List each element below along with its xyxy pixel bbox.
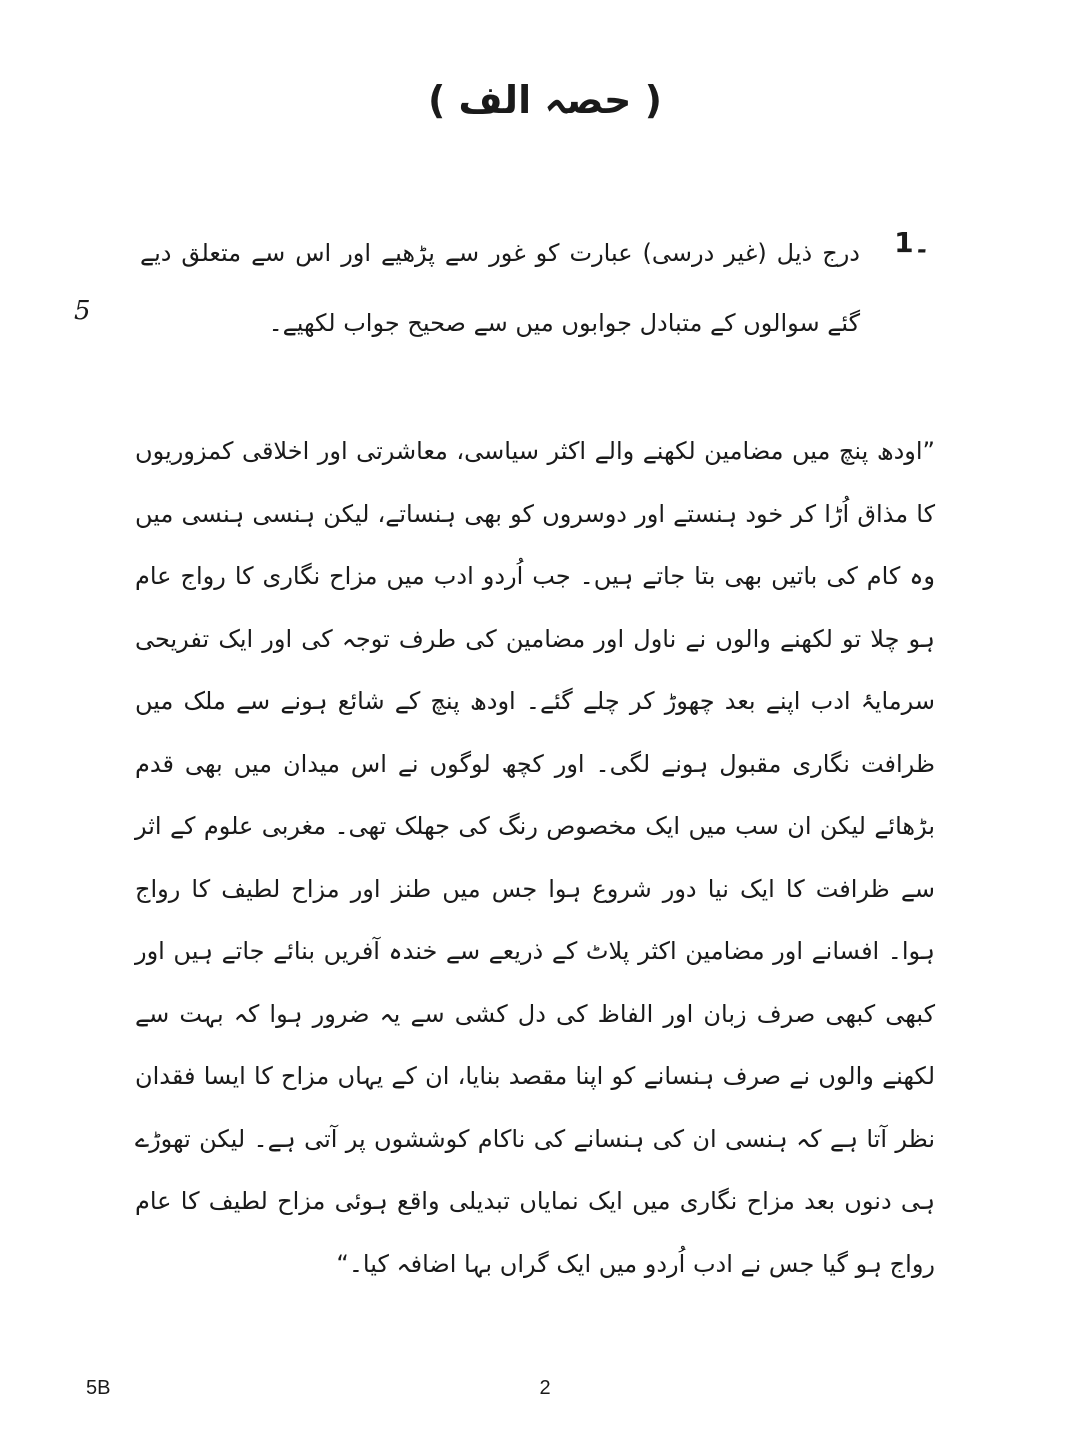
question-instruction: درج ذیل (غیر درسی) عبارت کو غور سے پڑھیے اور اس سے متعلق دیے گئے سوالوں کے متبادل جوابوں میں سے صحیح جواب لکھیے۔ — [140, 239, 860, 337]
paper-code: 5B — [86, 1377, 111, 1399]
section-title: ( حصہ الف ) — [427, 78, 663, 122]
question-number: 1۔ — [894, 226, 930, 259]
question-marks: 5 — [74, 296, 91, 326]
page-number: 2 — [539, 1377, 551, 1399]
reading-passage: ”اودھ پنچ میں مضامین لکھنے والے اکثر سیاسی، معاشرتی اور اخلاقی کمزوریوں کا مذاق اُڑا کر خود ہنستے اور دوسروں کو بھی ہنساتے، لیکن ہنسی ہنسی میں وہ کام کی باتیں بھی بتا جاتے ہیں۔ جب اُردو ادب میں مزاح نگاری کا رواج عام ہو چلا تو لکھنے والوں نے ناول اور مضامین کی طرف توجہ کی اور ایک تفریحی سرمایۂ ادب اپنے بعد چھوڑ کر چلے گئے۔ اودھ پنچ کے شائع ہونے سے ملک میں ظرافت نگاری مقبول ہونے لگی۔ اور کچھ لوگوں نے اس میدان میں بھی قدم بڑھائے لیکن ان سب میں ایک مخصوص رنگ کی جھلک تھی۔ مغربی علوم کے اثر سے ظرافت کا ایک نیا دور شروع ہوا جس میں طنز اور مزاح لطیف کا رواج ہوا۔ افسانے اور مضامین اکثر پلاٹ کے ذریعے سے خندہ آفریں بنائے جاتے ہیں اور کبھی کبھی صرف زبان اور الفاظ کی دل کشی سے یہ ضرور ہوا کہ بہت سے لکھنے والوں نے صرف ہنسانے کو اپنا مقصد بنایا، ان کے یہاں مزاح کا ایسا فقدان نظر آتا ہے کہ ہنسی ان کی ہنسانے کی ناکام کوششوں پر آتی ہے۔ لیکن تھوڑے ہی دنوں بعد مزاح نگاری میں ایک نمایاں تبدیلی واقع ہوئی مزاح لطیف کا عام رواج ہو گیا جس نے ادب اُردو میں ایک گراں بہا اضافہ کیا۔“ — [135, 437, 935, 1278]
